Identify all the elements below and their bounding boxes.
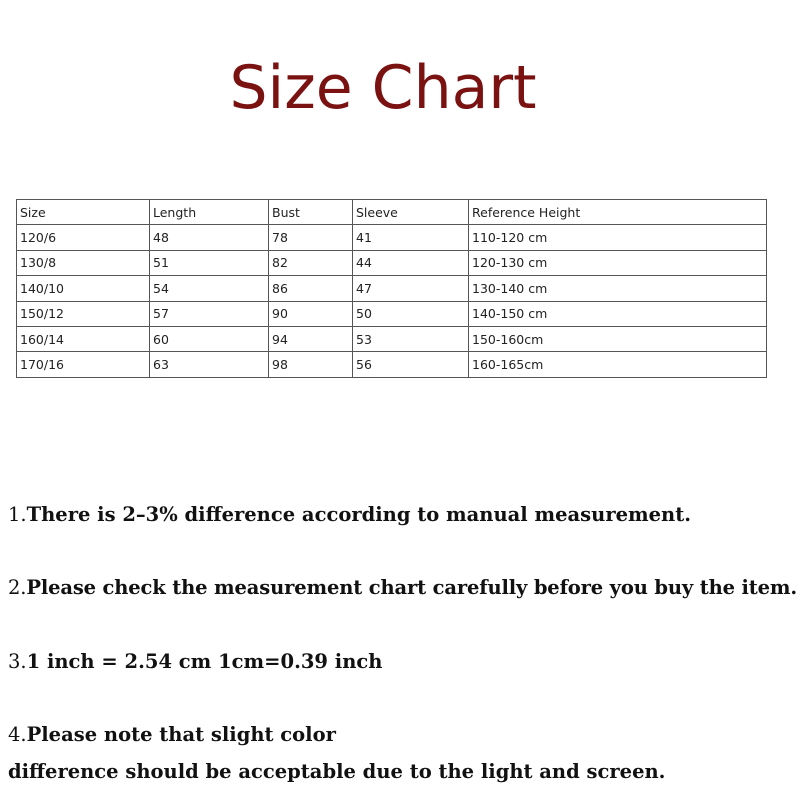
cell-reference-height: 120-130 cm: [469, 250, 767, 275]
header-length: Length: [150, 200, 269, 225]
table-row: [17, 301, 767, 326]
table-row: [17, 225, 767, 250]
cell-reference-height: 130-140 cm: [469, 276, 767, 301]
header-reference-height: Reference Height: [469, 200, 767, 225]
cell-sleeve: 47: [353, 276, 469, 301]
cell-sleeve: 41: [353, 225, 469, 250]
note-text: There is 2–3% difference according to manual measurement.: [26, 503, 692, 526]
cell-size: 130/8: [17, 250, 150, 275]
note-number: 1.: [8, 503, 27, 526]
cell-sleeve: 56: [353, 352, 469, 377]
cell-reference-height: 160-165cm: [469, 352, 767, 377]
note-4-continued: [8, 759, 665, 785]
cell-sleeve: 53: [353, 326, 469, 351]
cell-bust: 98: [269, 352, 353, 377]
note-text: 1 inch = 2.54 cm 1cm=0.39 inch: [26, 650, 383, 673]
cell-size: 140/10: [17, 276, 150, 301]
table-row: [17, 276, 767, 301]
cell-bust: 82: [269, 250, 353, 275]
note-text: Please note that slight color: [26, 723, 336, 746]
note-4: [8, 722, 336, 748]
cell-sleeve: 50: [353, 301, 469, 326]
cell-bust: 94: [269, 326, 353, 351]
table-row: [17, 250, 767, 275]
page-title: Size Chart: [229, 53, 537, 123]
cell-size: 150/12: [17, 301, 150, 326]
cell-bust: 86: [269, 276, 353, 301]
note-2: [8, 575, 797, 601]
note-number: 2.: [8, 576, 27, 599]
note-number: 4.: [8, 723, 27, 746]
size-chart-table-container: [16, 199, 766, 386]
cell-length: 51: [150, 250, 269, 275]
note-3: [8, 649, 382, 675]
table-row: [17, 352, 767, 377]
cell-length: 54: [150, 276, 269, 301]
cell-length: 48: [150, 225, 269, 250]
cell-length: 60: [150, 326, 269, 351]
note-1: [8, 502, 691, 528]
cell-size: 160/14: [17, 326, 150, 351]
table-row: [17, 326, 767, 351]
cell-reference-height: 110-120 cm: [469, 225, 767, 250]
cell-length: 63: [150, 352, 269, 377]
note-text: difference should be acceptable due to the light and screen.: [8, 760, 666, 783]
cell-reference-height: 140-150 cm: [469, 301, 767, 326]
cell-sleeve: 44: [353, 250, 469, 275]
cell-bust: 90: [269, 301, 353, 326]
cell-size: 170/16: [17, 352, 150, 377]
cell-size: 120/6: [17, 225, 150, 250]
cell-length: 57: [150, 301, 269, 326]
note-number: 3.: [8, 650, 27, 673]
note-text: Please check the measurement chart carefully before you buy the item.: [26, 576, 797, 599]
header-sleeve: Sleeve: [353, 200, 469, 225]
cell-bust: 78: [269, 225, 353, 250]
header-bust: Bust: [269, 200, 353, 225]
cell-reference-height: 150-160cm: [469, 326, 767, 351]
header-size: Size: [17, 200, 150, 225]
size-chart-table: [16, 199, 767, 378]
table-header-row: [17, 200, 767, 225]
